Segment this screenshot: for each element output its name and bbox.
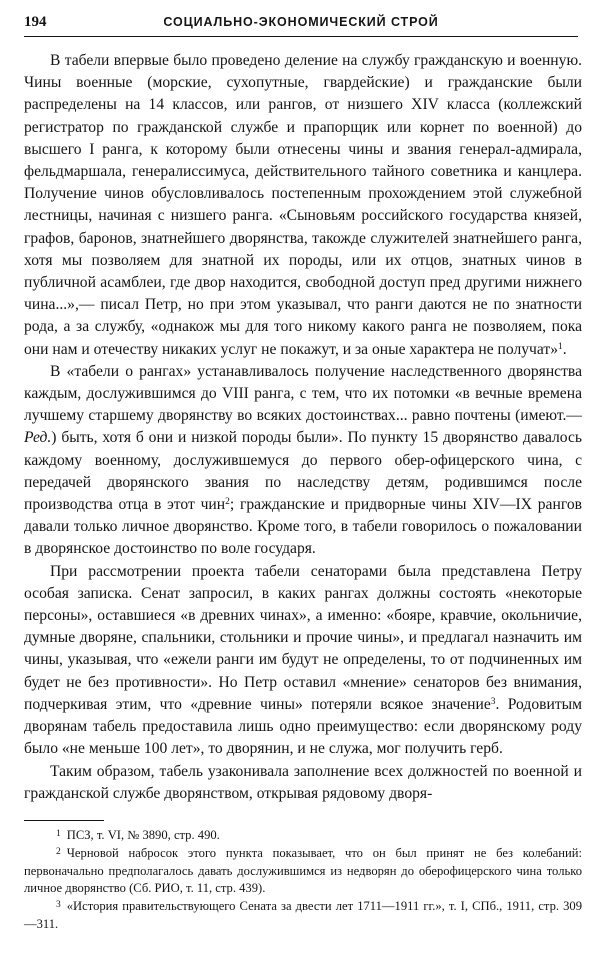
main-text [24, 50, 582, 805]
footnote-ref-1: 1 [558, 341, 563, 352]
paragraph-2: В «табели о рангах» устанавливалось получение наследственного дворянства каждым, дослужившимся до VIII ранга, с тем, что их потомки «в вечные времена лучшему старшему дворянству во всяких достоинствах... равно почтены (имеют.—Ред.) быть, хотя б они и низкой породы были». По пункту 15 дворянство давалось каждому военному, дослужившемуся до первого обер-офицерского чина, с передачей дворянского звания по наследству детям, родившимся после производства отца в этот чин$^2$; гражданские и придворные чины XIV—IX рангов давали только личное дворянство. Кроме того, в табели говорилось о пожаловании в дворянское достоинство по воле государя. [24, 362, 582, 558]
footnotes [24, 827, 582, 934]
footnote-mark: 2 [56, 846, 61, 857]
footnote-divider [24, 820, 104, 821]
footnote-mark: 3 [56, 900, 61, 911]
paragraph-4: Таким образом, табель узаконивала заполнение всех должностей по военной и гражданской службе дворянством, открывая рядовому дворя- [24, 762, 582, 802]
paragraph-1: В табели впервые было проведено деление на службу гражданскую и военную. Чины военные (морские, сухопутные, гвардейские) и гражданские были распределены на 14 классов, или рангов, от низшего XIV класса (коллежский регистратор по гражданской службе и прапорщик или корнет по военной) до высшего I ранга, к которому были отнесены чины и звания генерал-адмирала, фельдмаршала, генералиссимуса, действительного тайного советника и канцлера. Получение чинов обусловливалось постепенным прохождением этой служебной лестницы, начиная с низшего ранга. «Сыновьям российского государства князей, графов, баронов, знатнейшего дворянства, такожде служителей знатнейшего ранга, хотя мы позволяем для знатной их породы, или их отцов, знатных чинов в публичной асамблеи, где двор находится, свободной доступ пред другими нижнего чина...»,— писал Петр, но при этом указывал, что ранги даются не по знатности рода, а за службу, «однакож мы для того никому какого ранга не позволяем, пока они нам и отечеству никаких услуг не покажут, и за оные характера не получат»$^1$. [24, 52, 582, 358]
footnote-1: $^1$ ПСЗ, т. VI, № 3890, стр. 490. [56, 828, 220, 842]
footnote-mark: 1 [56, 829, 61, 839]
footnote-3: $^3$ «История правительствующего Сената за двести лет 1711—1911 гг.», т. I, СПб., 1911, стр. 309—311. [24, 899, 582, 931]
footnote-ref-2: 2 [225, 497, 230, 508]
page-header [24, 10, 578, 37]
footnote-2: $^2$ Черновой набросок этого пункта показывает, что он был принят не без колебаний: первоначально предполагалось давать дослужившимся из недворян до оберофицерского чина только личное дворянство (Сб. РИО, т. 11, стр. 439). [24, 845, 582, 896]
paragraph-3: При рассмотрении проекта табели сенаторами была представлена Петру особая записка. Сенат запросил, в каких рангах должны состоять «некоторые персоны», оставшиеся «в древних чинах», а именно: «бояре, кравчие, окольничие, думные дворяне, спальники, стольники и прочие чины», и предлагал назначить им чины, указывая, что «ежели ранги им будут не определены, то от подчиненных им будет не без противности». Но Петр оставил «мнение» сенаторов без внимания, подчеркивая этим, что «древние чины» потеряли всякое значение$^3$. Родовитым дворянам табель предоставила лишь одно преимущество: если дворянскому роду было «не меньше 100 лет», то дворянин, и не служа, мог получить герб. [24, 562, 583, 758]
page-number: 194 [24, 14, 47, 30]
footnote-ref-3: 3 [490, 696, 496, 707]
running-title: СОЦИАЛЬНО-ЭКОНОМИЧЕСКИЙ СТРОЙ [163, 15, 439, 29]
editor-note: Ред. [24, 429, 52, 447]
